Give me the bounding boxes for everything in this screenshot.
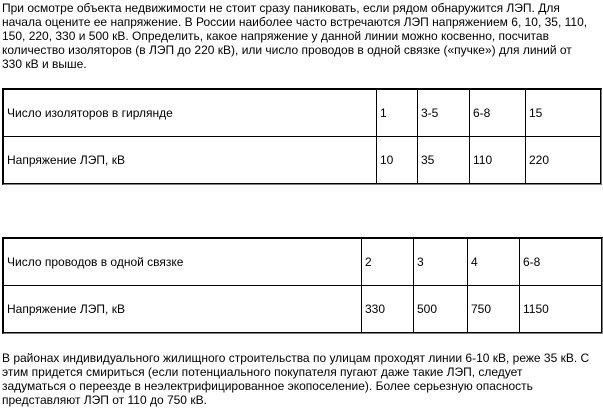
intro-line: 330 кВ и выше. [2, 57, 87, 71]
outro-line: В районах индивидуального жилищного строительства по улицам проходят линии 6-10 кВ, реже 35 кВ. С [2, 351, 590, 365]
outro-line: представляют ЛЭП от 110 до 750 кВ. [2, 393, 207, 407]
outro-line: задуматься о переезде в неэлектрифицированное экопоселение). Более серьезную опасность [2, 379, 533, 393]
table-cell: 2 [362, 239, 414, 286]
table-row [4, 90, 601, 137]
outro-paragraph [2, 351, 589, 407]
intro-line: количество изоляторов (в ЛЭП до 220 кВ), или число проводов в одной связке («пучке») для линий от [2, 43, 572, 57]
table-cell: 3 [414, 239, 468, 286]
intro-paragraph [2, 1, 587, 71]
table-cell: 330 [362, 286, 414, 333]
table-cell: 15 [526, 90, 601, 137]
table-cell: 10 [377, 137, 418, 184]
table-cell: 500 [414, 286, 468, 333]
table-cell: 3-5 [418, 90, 470, 137]
table-cell: 6-8 [520, 239, 602, 286]
intro-line: начала оцените ее напряжение. В России наиболее часто встречаются ЛЭП напряжением 6, 10, 35, 110, [2, 15, 588, 29]
table-cell: 35 [418, 137, 470, 184]
table-cell: 750 [468, 286, 520, 333]
wires-table [2, 237, 603, 334]
intro-line: При осмотре объекта недвижимости не стоит сразу паниковать, если рядом обнаружится ЛЭП. Для [2, 1, 560, 15]
intro-line: 150, 220, 330 и 500 кВ. Определить, какое напряжение у данной линии можно косвенно, посчитав [2, 29, 549, 43]
table-cell: 6-8 [470, 90, 526, 137]
row-label: Число изоляторов в гирлянде [4, 90, 377, 137]
table-cell: 110 [470, 137, 526, 184]
table-row [4, 137, 601, 184]
row-label: Число проводов в одной связке [4, 239, 362, 286]
table-cell: 1 [377, 90, 418, 137]
insulators-table [2, 88, 602, 185]
table-cell: 220 [526, 137, 601, 184]
table-row [4, 286, 602, 333]
outro-line: этим придется смириться (если потенциального покупателя пугают даже такие ЛЭП, следует [2, 365, 523, 379]
row-label: Напряжение ЛЭП, кВ [4, 137, 377, 184]
table-row [4, 239, 602, 286]
row-label: Напряжение ЛЭП, кВ [4, 286, 362, 333]
table-cell: 1150 [520, 286, 602, 333]
table-cell: 4 [468, 239, 520, 286]
